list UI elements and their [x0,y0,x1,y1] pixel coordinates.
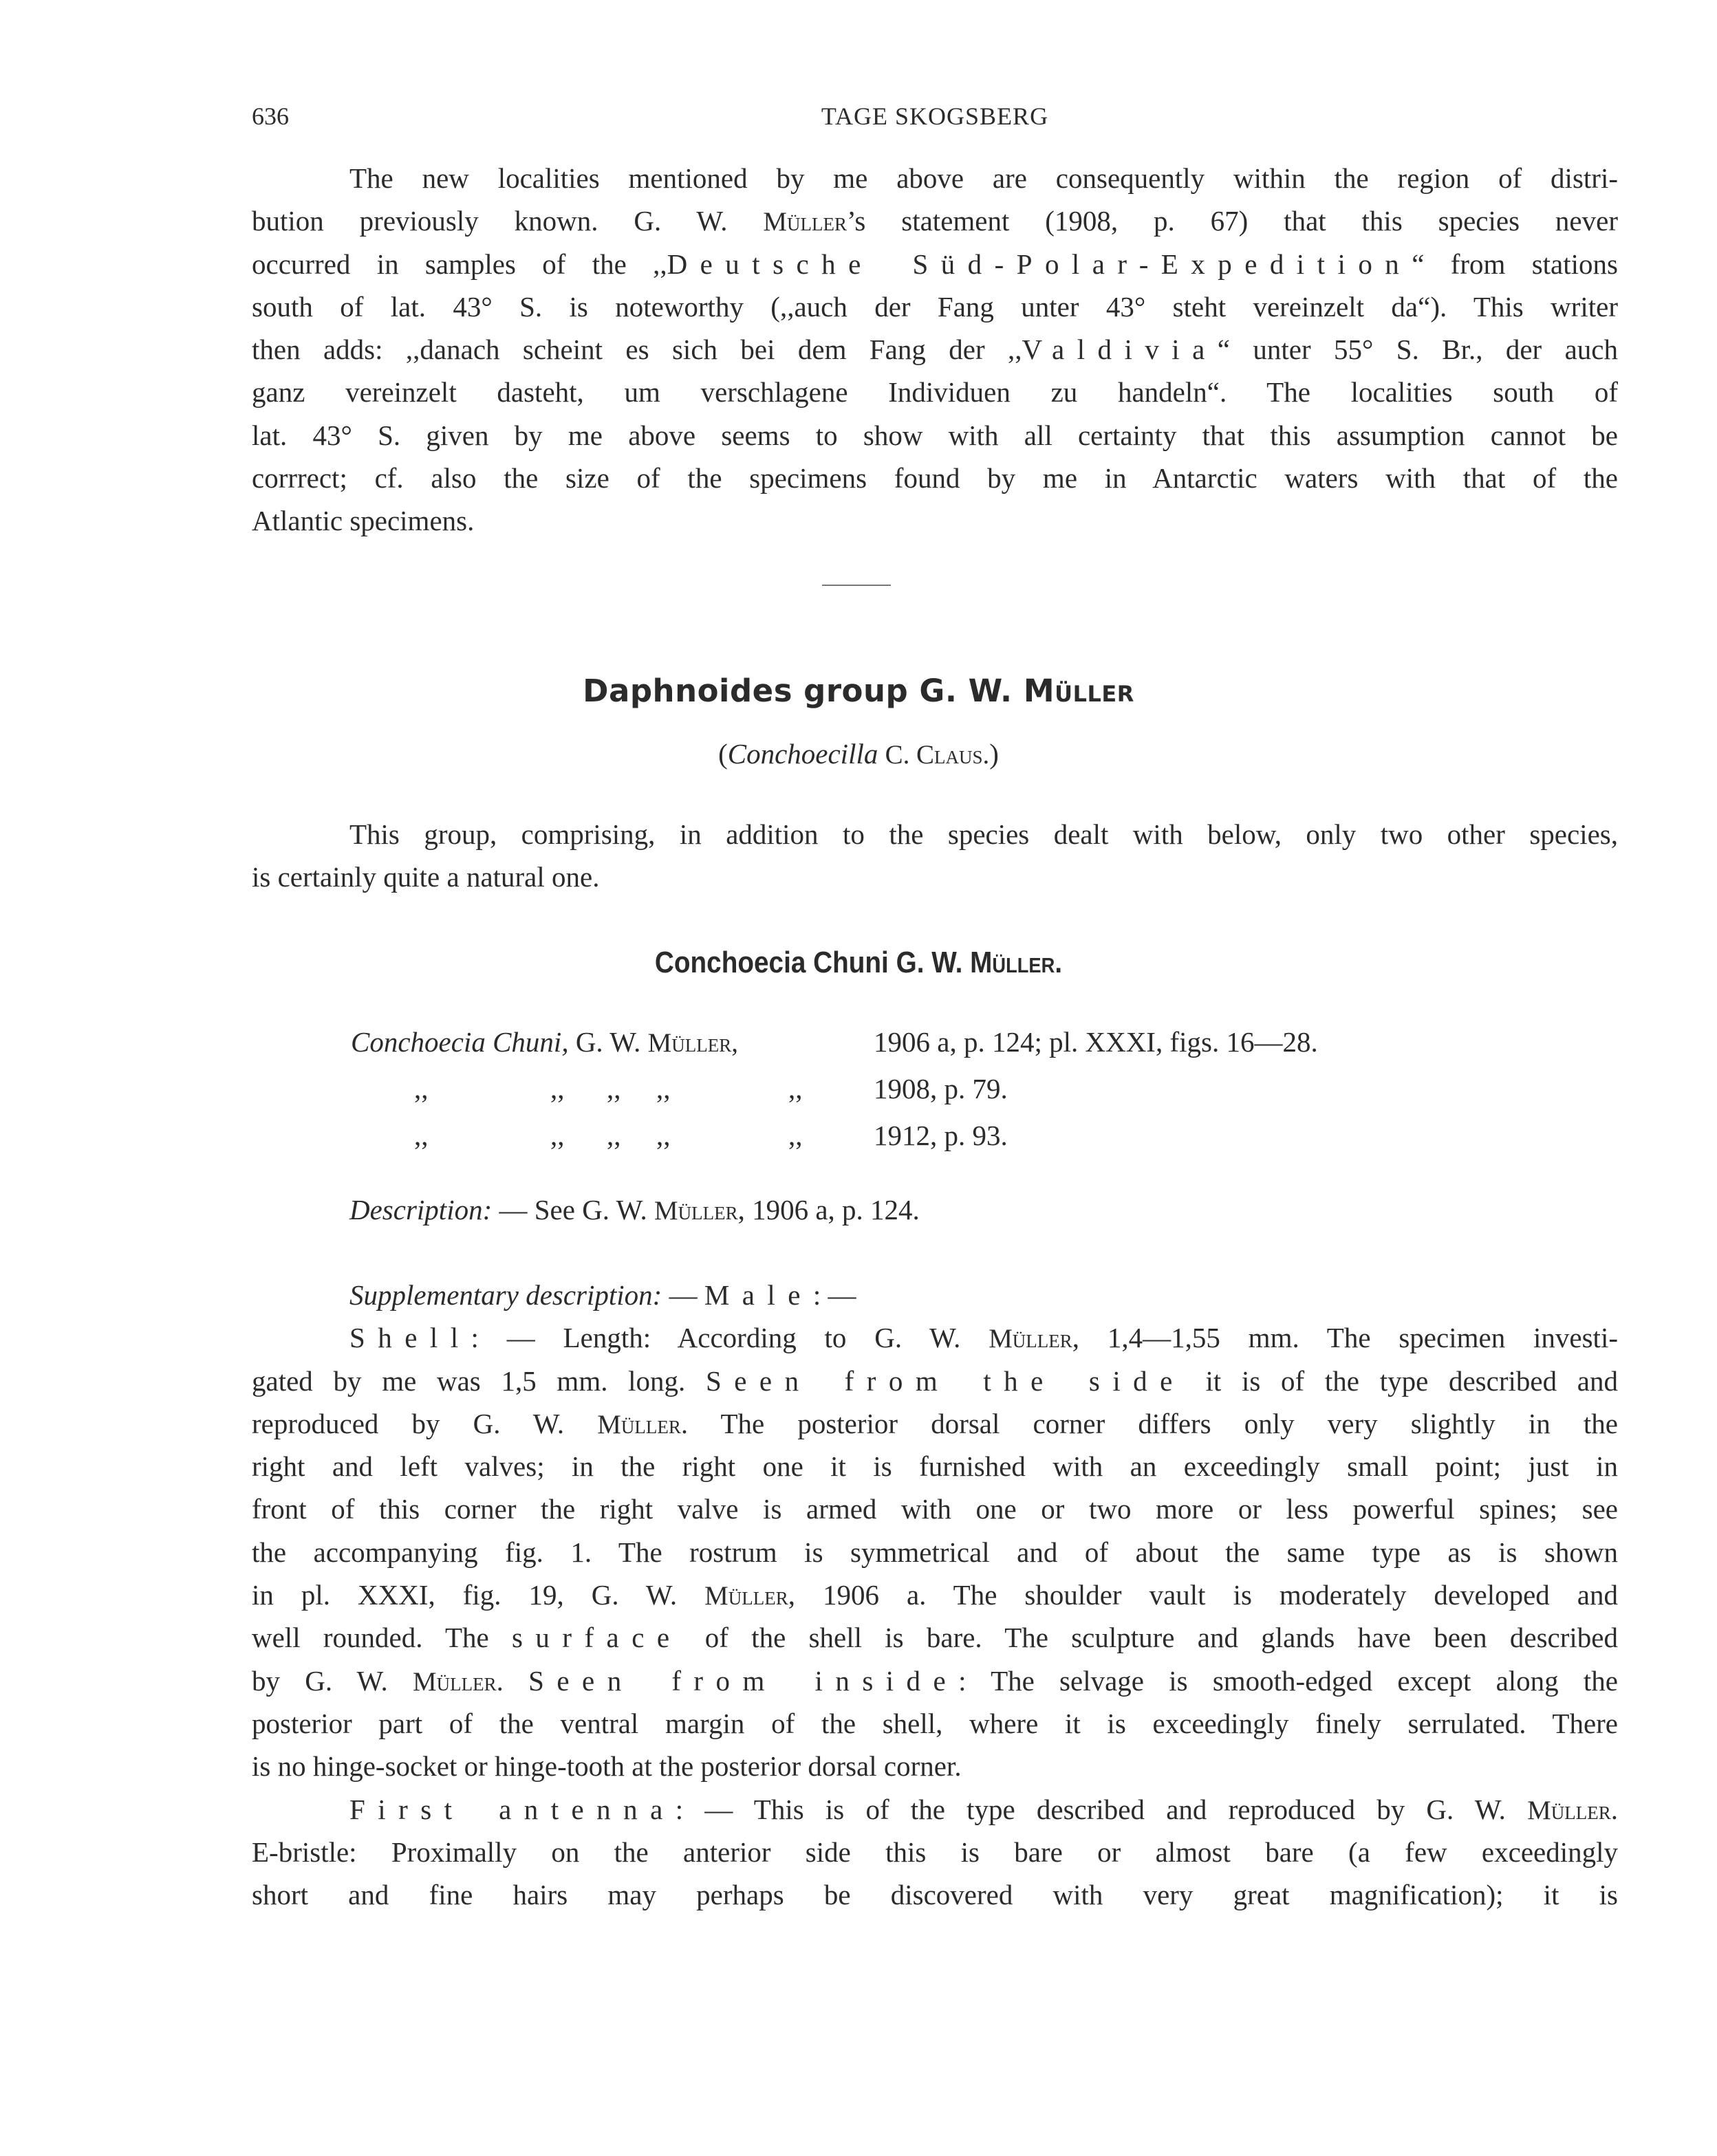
text-line: Atlantic specimens. [252,505,475,537]
text-line: south of lat. 43° S. is noteworthy (,,auch der Fang unter 43° steht vereinzelt da“). This writer [252,290,1618,323]
text-line: front of this corner the right valve is armed with one or two more or less powerful spines; see [252,1493,1618,1525]
text-line: First antenna: — This is of the type described and reproduced by G. W. Müller. [349,1793,1618,1825]
text-line: posterior part of the ventral margin of the shell, where it is exceedingly finely serrulated. There [252,1707,1618,1739]
section-divider [822,585,891,586]
supplementary-description [252,1274,1618,1916]
text-line: Shell: — Length: According to G. W. Müller, 1,4—1,55 mm. The specimen investi- [349,1322,1618,1354]
running-header [252,102,1618,136]
text-line: right and left valves; in the right one it is furnished with an exceedingly small point; just in [252,1450,1618,1483]
text-line: then adds: ,,danach scheint es sich bei dem Fang der ,,Valdivia“ unter 55° S. Br., der auch [252,334,1618,366]
text-line: Supplementary description: — Male: — [349,1279,856,1311]
text-line: reproduced by G. W. Müller. The posterior dorsal corner differs only very slightly in the [252,1407,1618,1439]
paragraph-distribution [252,157,1618,543]
text-line: gated by me was 1,5 mm. long. Seen from the side it is of the type described and [252,1364,1618,1397]
running-title: TAGE SKOGSBERG [821,102,1049,130]
text-line: occurred in samples of the ,,Deutsche Süd-Polar-Expedition“ from stations [252,248,1618,280]
paragraph-group-intro [252,813,1618,899]
text-line: is certainly quite a natural one. [252,861,600,893]
text-line: by G. W. Müller. Seen from inside: The selvage is smooth-edged except along the [252,1664,1618,1697]
text-line: bution previously known. G. W. Müller’s statement (1908, p. 67) that this species never [252,205,1618,237]
text-line: short and fine hairs may perhaps be discovered with very great magnification); it is [252,1879,1618,1911]
text-line: The new localities mentioned by me above are consequently within the region of distri- [349,162,1618,194]
group-heading: Daphnoides group G. W. Müller [583,673,1134,709]
text-line: This group, comprising, in addition to the species dealt with below, only two other species, [349,818,1618,850]
text-line: in pl. XXXI, fig. 19, G. W. Müller, 1906 a. The shoulder vault is moderately developed and [252,1579,1619,1611]
text-line: the accompanying fig. 1. The rostrum is symmetrical and of about the same type as is shown [252,1536,1618,1568]
description-reference [252,1188,1618,1231]
group-subheading: (Conchoecilla C. Claus.) [718,738,999,770]
text-line: corrrect; cf. also the size of the specimens found by me in Antarctic waters with that of the [252,462,1618,494]
document-page: 636 TAGE SKOGSBERG The new localities mentioned by me above are consequently within the region of distri- bution previously known. G. W. Müller’s statement (1908, p. 67) that this species never occurred in samples of the ,,Deutsche Süd-Polar-Expedition“ from stations south of lat. 43° S. is noteworthy (,,auch der Fang unter 43° steht vereinzelt da“). This writer then adds: ,,danach scheint es sich bei dem Fang der ,,Valdivia“ unter 55° S. Br., der auch ganz vereinzelt dasteht, um verschlagene Individuen zu handeln“. The localities south of lat. 43° S. given by me above seems to show with all certainty that this assumption cannot be corrrect; cf. also the size of the specimens found by me in Antarctic waters with that of the Atlantic specimens. Daphnoides group G. W. Müller (Conchoecilla C. Claus.) This group, comprising, in addition to the species dealt with below, only two other species, is certainly quite a natural one. Conchoecia Chuni G. W. Müller. Conchoecia Chuni, G. W. Müller, 1906 a, p. 124; pl. XXXI, figs. 16—28. ,, ,, ,, ,, ,, 1908, p. 79. ,, ,, ,, ,, ,, 1912, p. 93. Description: — See G. W. Müller, 1906 a, p. 124. Supplementary description: — Male: — Shell: — Length: According to G. W. Müller, 1,4—1,55 mm. The specimen investi- gated by me was 1,5 mm. long. Seen from the side it is of the type described and reproduced by G. W. Müller. The posterior dorsal corner differs only very slightly in the right and left valves; in the right one it is furnished with an exceedingly small point; just in front of this corner the right valve is armed with one or two more or less powerful spines; see the accompanying fig. 1. The rostrum is symmetrical and of about the same type as is shown in pl. XXXI, fig. 19, G. W. Müller, 1906 a. The shoulder vault is moderately developed and well rounded. The surface of the shell is bare. The sculpture and glands have been described by G. W. Müller. Seen from inside: The selvage is smooth-edged except along the posterior part of the ventral margin of the shell, where it is exceedingly finely serrulated. There is no hinge-socket or hinge-tooth at the posterior dorsal corner. First antenna: — This is of the type described and reproduced by G. W. Müller. E-bristle: Proximally on the anterior side this is bare or almost bare (a few exceedingly short and fine hairs may perhaps be discovered with very great magnification); it is [0,0,1717,2156]
text-line: E-bristle: Proximally on the anterior side this is bare or almost bare (a few exceedingly [252,1836,1618,1868]
text-line: well rounded. The surface of the shell is bare. The sculpture and glands have been described [252,1622,1618,1654]
text-line: Description: — See G. W. Müller, 1906 a, p. 124. [349,1194,920,1226]
text-line: lat. 43° S. given by me above seems to show with all certainty that this assumption cannot be [252,419,1618,451]
text-line: ganz vereinzelt dasteht, um verschlagene Individuen zu handeln“. The localities south of [252,376,1618,409]
species-heading: Conchoecia Chuni G. W. Müller. [654,946,1063,979]
text-line: is no hinge-socket or hinge-tooth at the posterior dorsal corner. [252,1750,962,1783]
page-number: 636 [252,102,289,130]
